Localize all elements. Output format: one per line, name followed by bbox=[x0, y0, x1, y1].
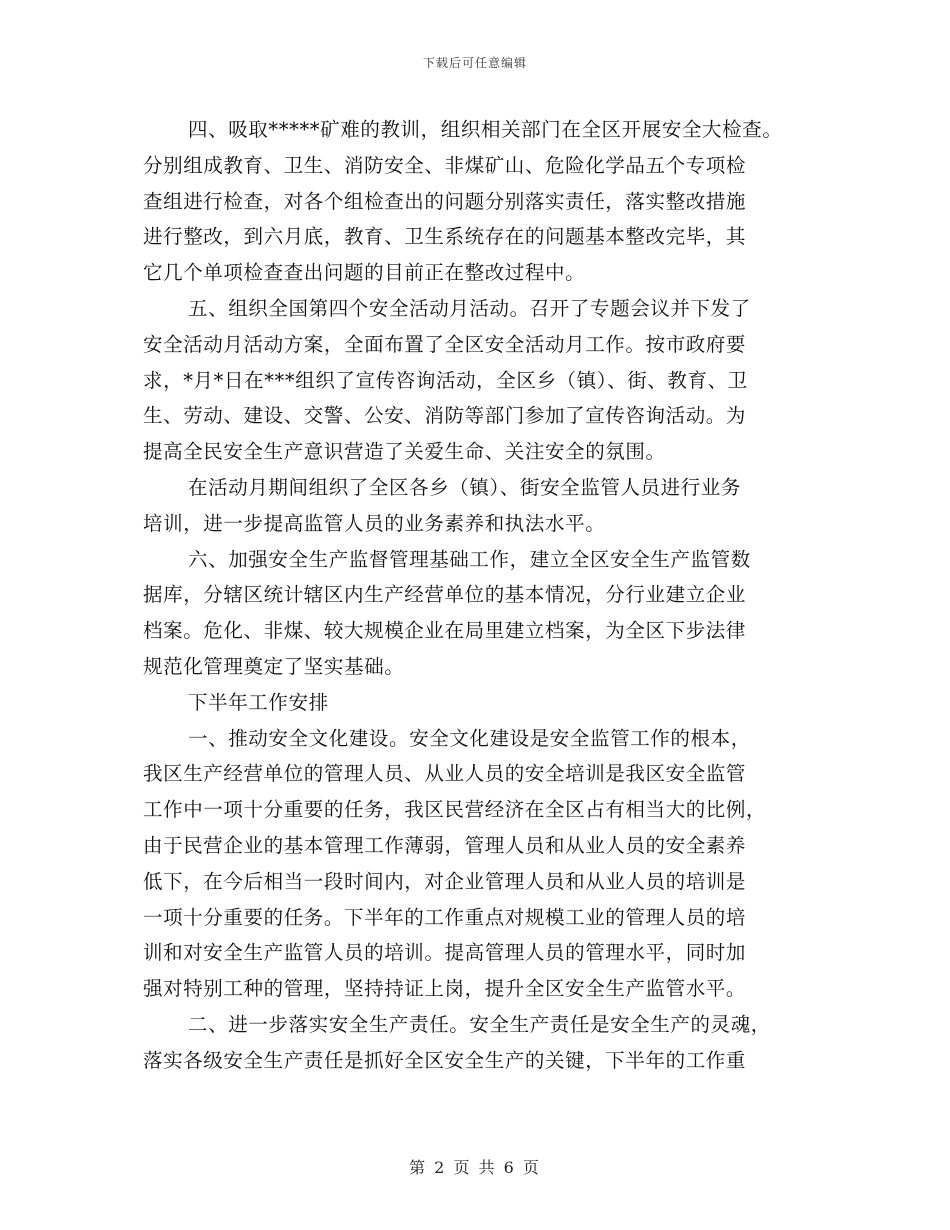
paragraph-line: 提高全民安全生产意识营造了关爱生命、关注安全的氛围。 bbox=[143, 440, 666, 464]
paragraph-line: 它几个单项检查查出问题的目前正在整改过程中。 bbox=[143, 261, 586, 285]
paragraph-line: 一、推动安全文化建设。安全文化建设是安全监管工作的根本， bbox=[188, 726, 751, 750]
paragraph-line: 二、进一步落实安全生产责任。安全生产责任是安全生产的灵魂， bbox=[188, 1012, 771, 1036]
paragraph-line: 求，*月*日在***组织了宣传咨询活动，全区乡（镇）、街、教育、卫 bbox=[143, 368, 748, 392]
paragraph-line: 工作中一项十分重要的任务，我区民营经济在全区占有相当大的比例， bbox=[143, 798, 767, 822]
paragraph-line: 五、组织全国第四个安全活动月活动。召开了专题会议并下发了 bbox=[188, 296, 751, 320]
paragraph-line: 一项十分重要的任务。下半年的工作重点对规模工业的管理人员的培 bbox=[143, 905, 747, 929]
paragraph-line: 四、吸取*****矿难的教训，组织相关部门在全区开展安全大检查。 bbox=[188, 118, 783, 141]
paragraph-line: 在活动月期间组织了全区各乡（镇）、街安全监管人员进行业务 bbox=[188, 475, 742, 499]
paragraph-line: 安全活动月活动方案，全面布置了全区安全活动月工作。按市政府要 bbox=[143, 332, 747, 356]
paragraph-line: 规范化管理奠定了坚实基础。 bbox=[143, 654, 405, 678]
paragraph-line: 进行整改，到六月底，教育、卫生系统存在的问题基本整改完毕，其 bbox=[143, 225, 747, 249]
paragraph-line: 低下，在今后相当一段时间内，对企业管理人员和从业人员的培训是 bbox=[143, 869, 747, 893]
paragraph-line: 据库，分辖区统计辖区内生产经营单位的基本情况，分行业建立企业 bbox=[143, 583, 747, 607]
paragraph-line: 生、劳动、建设、交警、公安、消防等部门参加了宣传咨询活动。为 bbox=[143, 404, 747, 428]
page-footer: 第 2 页 共 6 页 bbox=[409, 1158, 541, 1177]
paragraph-line: 强对特别工种的管理，坚持持证上岗，提升全区安全生产监管水平。 bbox=[143, 977, 747, 1001]
page-header: 下载后可任意编辑 bbox=[422, 56, 527, 70]
paragraph-line: 档案。危化、非煤、较大规模企业在局里建立档案，为全区下步法律 bbox=[143, 619, 747, 643]
paragraph-line: 分别组成教育、卫生、消防安全、非煤矿山、危险化学品五个专项检 bbox=[143, 153, 747, 177]
paragraph-line: 训和对安全生产监管人员的培训。提高管理人员的管理水平，同时加 bbox=[143, 941, 747, 965]
paragraph-line: 查组进行检查，对各个组检查出的问题分别落实责任，落实整改措施 bbox=[143, 189, 747, 213]
document-body bbox=[143, 112, 823, 1079]
paragraph-line: 我区生产经营单位的管理人员、从业人员的安全培训是我区安全监管 bbox=[143, 762, 747, 786]
paragraph-line: 六、加强安全生产监督管理基础工作，建立全区安全生产监管数 bbox=[188, 547, 751, 571]
section-heading: 下半年工作安排 bbox=[188, 690, 329, 714]
paragraph-line: 培训，进一步提高监管人员的业务素养和执法水平。 bbox=[143, 511, 606, 535]
paragraph-line: 由于民营企业的基本管理工作薄弱，管理人员和从业人员的安全素养 bbox=[143, 833, 747, 857]
paragraph-line: 落实各级安全生产责任是抓好全区安全生产的关键，下半年的工作重 bbox=[143, 1048, 747, 1072]
